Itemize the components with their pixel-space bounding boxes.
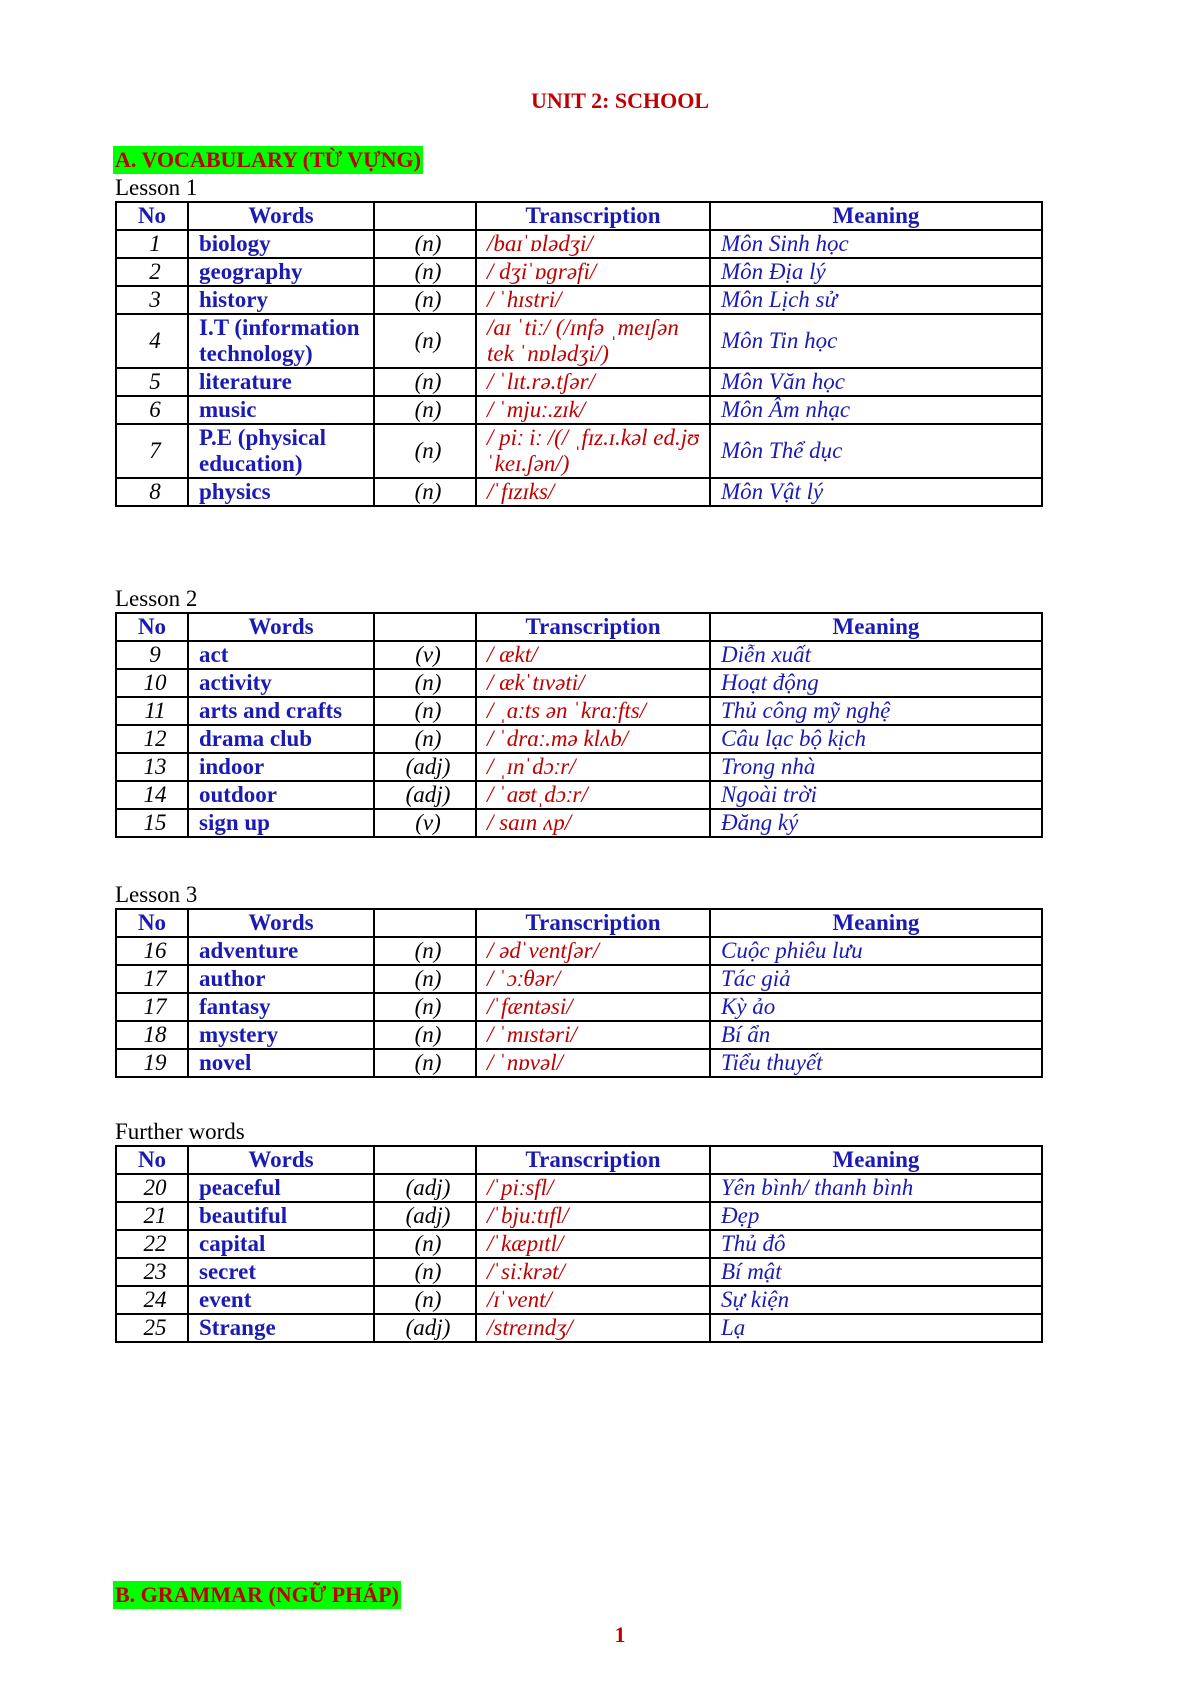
- table-row: [116, 286, 1042, 314]
- part-of-speech: (n): [374, 368, 476, 396]
- meaning-cell: Ngoài trời: [710, 781, 1042, 809]
- row-number: 22: [116, 1230, 188, 1258]
- transcription-cell: / ˈmɪstəri/: [476, 1021, 710, 1049]
- transcription-cell: / piː iː /(/ ˌfɪz.ɪ.kəl ed.jʊˈkeɪ.ʃən/): [476, 424, 710, 478]
- lesson-3-table: [115, 908, 1043, 1078]
- column-header-words: Words: [188, 1146, 374, 1174]
- part-of-speech: (n): [374, 424, 476, 478]
- word-cell: literature: [188, 368, 374, 396]
- table-row: [116, 965, 1042, 993]
- part-of-speech: (n): [374, 1258, 476, 1286]
- word-cell: adventure: [188, 937, 374, 965]
- row-number: 24: [116, 1286, 188, 1314]
- word-cell: capital: [188, 1230, 374, 1258]
- meaning-cell: Môn Sinh học: [710, 230, 1042, 258]
- row-number: 21: [116, 1202, 188, 1230]
- part-of-speech: (n): [374, 1049, 476, 1077]
- transcription-cell: / saɪn ʌp/: [476, 809, 710, 837]
- row-number: 11: [116, 697, 188, 725]
- column-header-no: No: [116, 613, 188, 641]
- meaning-cell: Sự kiện: [710, 1286, 1042, 1314]
- transcription-cell: / ˈaʊtˌdɔːr/: [476, 781, 710, 809]
- meaning-cell: Tác giả: [710, 965, 1042, 993]
- meaning-cell: Hoạt động: [710, 669, 1042, 697]
- part-of-speech: (n): [374, 286, 476, 314]
- word-cell: Strange: [188, 1314, 374, 1342]
- meaning-cell: Đẹp: [710, 1202, 1042, 1230]
- meaning-cell: Yên bình/ thanh bình: [710, 1174, 1042, 1202]
- word-cell: sign up: [188, 809, 374, 837]
- word-cell: arts and crafts: [188, 697, 374, 725]
- column-header-pos: [374, 1146, 476, 1174]
- table-row: [116, 230, 1042, 258]
- table-row: [116, 641, 1042, 669]
- part-of-speech: (v): [374, 641, 476, 669]
- lesson-1-table: [115, 201, 1043, 507]
- unit-title: UNIT 2: SCHOOL: [530, 88, 710, 113]
- table-row: [116, 258, 1042, 286]
- further-words-table: [115, 1145, 1043, 1343]
- meaning-cell: Bí mật: [710, 1258, 1042, 1286]
- column-header-meaning: Meaning: [710, 1146, 1042, 1174]
- row-number: 18: [116, 1021, 188, 1049]
- meaning-cell: Trong nhà: [710, 753, 1042, 781]
- table-row: [116, 1230, 1042, 1258]
- meaning-cell: Cuộc phiêu lưu: [710, 937, 1042, 965]
- row-number: 3: [116, 286, 188, 314]
- word-cell: novel: [188, 1049, 374, 1077]
- word-cell: event: [188, 1286, 374, 1314]
- row-number: 17: [116, 993, 188, 1021]
- transcription-cell: /baɪˈɒlədʒi/: [476, 230, 710, 258]
- transcription-cell: /ˈbjuːtɪfl/: [476, 1202, 710, 1230]
- transcription-cell: / ækˈtɪvəti/: [476, 669, 710, 697]
- meaning-cell: Môn Văn học: [710, 368, 1042, 396]
- transcription-cell: / ədˈventʃər/: [476, 937, 710, 965]
- column-header-meaning: Meaning: [710, 909, 1042, 937]
- word-cell: mystery: [188, 1021, 374, 1049]
- transcription-cell: / ˈmjuː.zɪk/: [476, 396, 710, 424]
- part-of-speech: (adj): [374, 781, 476, 809]
- lesson-1-label: Lesson 1: [115, 175, 198, 200]
- table-row: [116, 753, 1042, 781]
- table-row: [116, 1049, 1042, 1077]
- transcription-cell: / ˈlɪt.rə.tʃər/: [476, 368, 710, 396]
- word-cell: drama club: [188, 725, 374, 753]
- row-number: 12: [116, 725, 188, 753]
- part-of-speech: (n): [374, 965, 476, 993]
- table-row: [116, 1286, 1042, 1314]
- column-header-words: Words: [188, 909, 374, 937]
- word-cell: biology: [188, 230, 374, 258]
- transcription-cell: / ækt/: [476, 641, 710, 669]
- word-cell: secret: [188, 1258, 374, 1286]
- part-of-speech: (adj): [374, 1202, 476, 1230]
- column-header-words: Words: [188, 202, 374, 230]
- meaning-cell: Thủ đô: [710, 1230, 1042, 1258]
- column-header-meaning: Meaning: [710, 613, 1042, 641]
- row-number: 8: [116, 478, 188, 506]
- part-of-speech: (n): [374, 937, 476, 965]
- table-row: [116, 1202, 1042, 1230]
- transcription-cell: /ˈkæpɪtl/: [476, 1230, 710, 1258]
- column-header-transcription: Transcription: [476, 202, 710, 230]
- row-number: 20: [116, 1174, 188, 1202]
- transcription-cell: /streɪndʒ/: [476, 1314, 710, 1342]
- part-of-speech: (adj): [374, 1314, 476, 1342]
- transcription-cell: / ˈnɒvəl/: [476, 1049, 710, 1077]
- row-number: 4: [116, 314, 188, 368]
- header-row: [116, 909, 1042, 937]
- row-number: 1: [116, 230, 188, 258]
- row-number: 19: [116, 1049, 188, 1077]
- meaning-cell: Lạ: [710, 1314, 1042, 1342]
- transcription-cell: /ˈsiːkrət/: [476, 1258, 710, 1286]
- part-of-speech: (n): [374, 314, 476, 368]
- word-cell: history: [188, 286, 374, 314]
- word-cell: P.E (physical education): [188, 424, 374, 478]
- transcription-cell: /ˈfɪzɪks/: [476, 478, 710, 506]
- word-cell: outdoor: [188, 781, 374, 809]
- part-of-speech: (n): [374, 669, 476, 697]
- column-header-no: No: [116, 1146, 188, 1174]
- part-of-speech: (n): [374, 1230, 476, 1258]
- meaning-cell: Môn Lịch sử: [710, 286, 1042, 314]
- table-row: [116, 993, 1042, 1021]
- row-number: 13: [116, 753, 188, 781]
- row-number: 5: [116, 368, 188, 396]
- row-number: 7: [116, 424, 188, 478]
- meaning-cell: Câu lạc bộ kịch: [710, 725, 1042, 753]
- column-header-transcription: Transcription: [476, 1146, 710, 1174]
- row-number: 2: [116, 258, 188, 286]
- row-number: 25: [116, 1314, 188, 1342]
- header-row: [116, 1146, 1042, 1174]
- table-row: [116, 725, 1042, 753]
- column-header-no: No: [116, 909, 188, 937]
- table-row: [116, 669, 1042, 697]
- meaning-cell: Tiểu thuyết: [710, 1049, 1042, 1077]
- word-cell: activity: [188, 669, 374, 697]
- word-cell: physics: [188, 478, 374, 506]
- word-cell: music: [188, 396, 374, 424]
- meaning-cell: Môn Tin học: [710, 314, 1042, 368]
- part-of-speech: (n): [374, 725, 476, 753]
- lesson-3-label: Lesson 3: [115, 882, 198, 907]
- meaning-cell: Kỳ ảo: [710, 993, 1042, 1021]
- row-number: 15: [116, 809, 188, 837]
- meaning-cell: Môn Vật lý: [710, 478, 1042, 506]
- header-row: [116, 613, 1042, 641]
- part-of-speech: (adj): [374, 753, 476, 781]
- word-cell: fantasy: [188, 993, 374, 1021]
- meaning-cell: Đăng ký: [710, 809, 1042, 837]
- row-number: 10: [116, 669, 188, 697]
- part-of-speech: (n): [374, 993, 476, 1021]
- meaning-cell: Bí ẩn: [710, 1021, 1042, 1049]
- word-cell: author: [188, 965, 374, 993]
- transcription-cell: / ˈhɪstri/: [476, 286, 710, 314]
- row-number: 23: [116, 1258, 188, 1286]
- section-b-heading: B. GRAMMAR (NGỮ PHÁP): [115, 1582, 399, 1607]
- transcription-cell: /aɪ ˈtiː/ (/ɪnfə ˌmeɪʃən tek ˈnɒlədʒi/): [476, 314, 710, 368]
- transcription-cell: /ɪˈvent/: [476, 1286, 710, 1314]
- word-cell: I.T (information technology): [188, 314, 374, 368]
- page-number: 1: [614, 1622, 626, 1647]
- column-header-transcription: Transcription: [476, 613, 710, 641]
- part-of-speech: (n): [374, 396, 476, 424]
- column-header-words: Words: [188, 613, 374, 641]
- column-header-pos: [374, 202, 476, 230]
- section-a-heading: A. VOCABULARY (TỪ VỰNG): [115, 147, 421, 172]
- table-row: [116, 937, 1042, 965]
- transcription-cell: / ˌɪnˈdɔːr/: [476, 753, 710, 781]
- meaning-cell: Diễn xuất: [710, 641, 1042, 669]
- table-row: [116, 424, 1042, 478]
- meaning-cell: Môn Thể dục: [710, 424, 1042, 478]
- part-of-speech: (n): [374, 1286, 476, 1314]
- meaning-cell: Thủ công mỹ nghệ: [710, 697, 1042, 725]
- part-of-speech: (v): [374, 809, 476, 837]
- transcription-cell: /ˈpiːsfl/: [476, 1174, 710, 1202]
- column-header-transcription: Transcription: [476, 909, 710, 937]
- part-of-speech: (n): [374, 1021, 476, 1049]
- transcription-cell: / ˌɑːts ən ˈkrɑːfts/: [476, 697, 710, 725]
- table-row: [116, 697, 1042, 725]
- part-of-speech: (n): [374, 697, 476, 725]
- table-row: [116, 1314, 1042, 1342]
- row-number: 17: [116, 965, 188, 993]
- row-number: 14: [116, 781, 188, 809]
- part-of-speech: (n): [374, 258, 476, 286]
- transcription-cell: / ˈdrɑː.mə klʌb/: [476, 725, 710, 753]
- table-row: [116, 809, 1042, 837]
- further-words-label: Further words: [115, 1119, 245, 1144]
- table-row: [116, 1258, 1042, 1286]
- table-row: [116, 314, 1042, 368]
- lesson-2-table: [115, 612, 1043, 838]
- row-number: 9: [116, 641, 188, 669]
- table-row: [116, 368, 1042, 396]
- word-cell: beautiful: [188, 1202, 374, 1230]
- column-header-no: No: [116, 202, 188, 230]
- column-header-pos: [374, 613, 476, 641]
- column-header-meaning: Meaning: [710, 202, 1042, 230]
- transcription-cell: / dʒiˈɒɡrəfi/: [476, 258, 710, 286]
- row-number: 6: [116, 396, 188, 424]
- part-of-speech: (n): [374, 230, 476, 258]
- lesson-2-label: Lesson 2: [115, 586, 198, 611]
- word-cell: act: [188, 641, 374, 669]
- part-of-speech: (adj): [374, 1174, 476, 1202]
- row-number: 16: [116, 937, 188, 965]
- meaning-cell: Môn Âm nhạc: [710, 396, 1042, 424]
- table-row: [116, 396, 1042, 424]
- transcription-cell: /ˈfæntəsi/: [476, 993, 710, 1021]
- part-of-speech: (n): [374, 478, 476, 506]
- table-row: [116, 478, 1042, 506]
- word-cell: peaceful: [188, 1174, 374, 1202]
- table-row: [116, 1174, 1042, 1202]
- word-cell: geography: [188, 258, 374, 286]
- table-row: [116, 1021, 1042, 1049]
- meaning-cell: Môn Địa lý: [710, 258, 1042, 286]
- transcription-cell: / ˈɔːθər/: [476, 965, 710, 993]
- table-row: [116, 781, 1042, 809]
- column-header-pos: [374, 909, 476, 937]
- header-row: [116, 202, 1042, 230]
- word-cell: indoor: [188, 753, 374, 781]
